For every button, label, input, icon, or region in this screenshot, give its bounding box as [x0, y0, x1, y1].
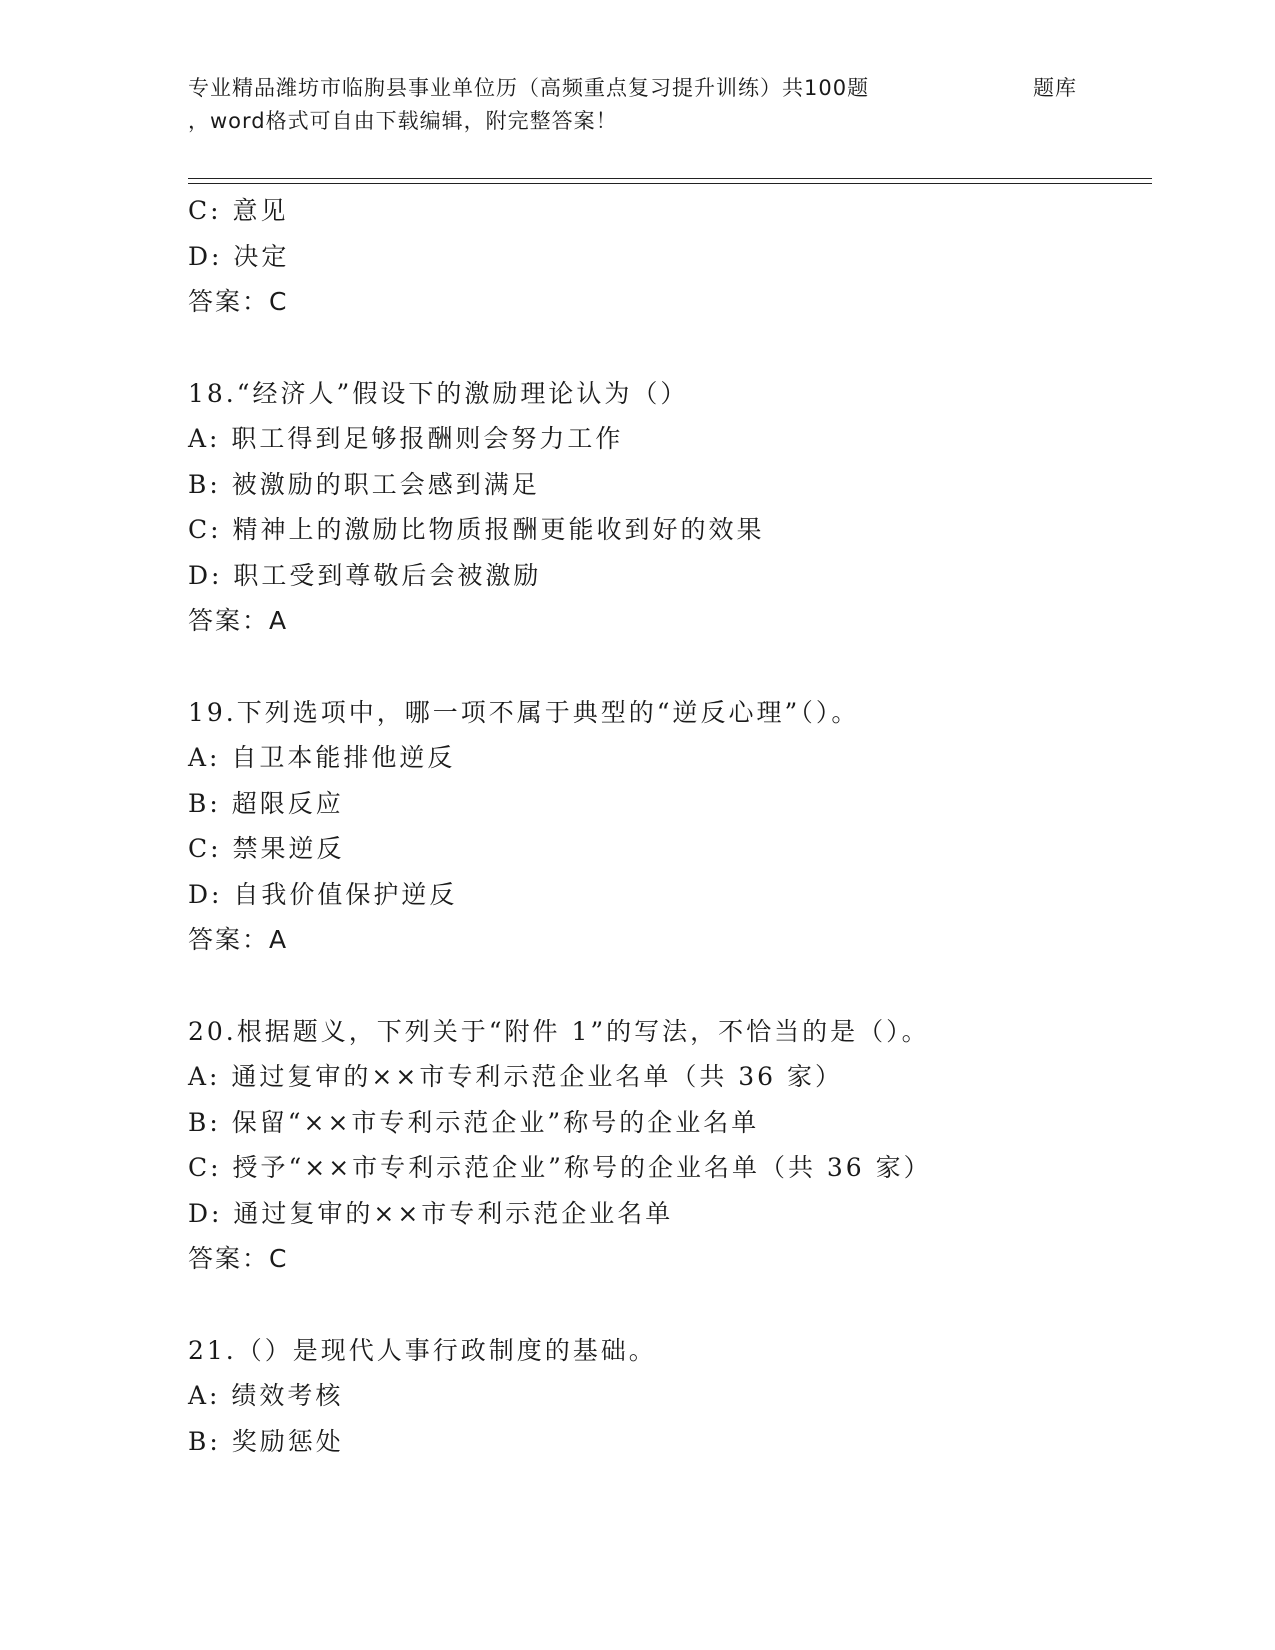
- answer: 答案：C: [188, 287, 289, 316]
- option-a: A: 通过复审的××市专利示范企业名单（共 36 家）: [188, 1062, 844, 1091]
- header-right-label: 题库: [1033, 76, 1077, 100]
- option-a: A: 绩效考核: [188, 1381, 344, 1410]
- option-d: D: 通过复审的××市专利示范企业名单: [188, 1198, 674, 1228]
- header-subtitle: ，word格式可自由下载编辑，附完整答案！: [188, 109, 618, 133]
- option-b: B: 超限反应: [188, 788, 344, 818]
- question-list: [188, 188, 1148, 1464]
- question-20: [188, 1009, 1148, 1282]
- answer: 答案：A: [188, 925, 289, 954]
- option-c: C: 精神上的激励比物质报酬更能收到好的效果: [188, 515, 765, 544]
- option-d: D: 决定: [188, 241, 290, 271]
- option-b: B: 保留“××市专利示范企业”称号的企业名单: [188, 1107, 760, 1137]
- spacer: [188, 325, 1148, 371]
- option-d: D: 职工受到尊敬后会被激励: [188, 560, 542, 590]
- option-a: A: 自卫本能排他逆反: [188, 743, 456, 772]
- spacer: [188, 963, 1148, 1009]
- option-c: C: 意见: [188, 196, 289, 225]
- question-18: [188, 371, 1148, 644]
- header-title: 专业精品潍坊市临朐县事业单位历（高频重点复习提升训练）共100题: [188, 76, 870, 100]
- option-b: B: 被激励的职工会感到满足: [188, 469, 540, 499]
- page-header: [188, 72, 1088, 138]
- header-divider-bottom: [188, 183, 1152, 184]
- question-19: [188, 690, 1148, 963]
- option-a: A: 职工得到足够报酬则会努力工作: [188, 424, 624, 453]
- header-title-line: [188, 72, 1088, 105]
- question-17-tail: [188, 188, 1148, 325]
- option-d: D: 自我价值保护逆反: [188, 879, 458, 909]
- header-divider-top: [188, 178, 1152, 179]
- option-c: C: 禁果逆反: [188, 834, 345, 863]
- question-stem: 19.下列选项中，哪一项不属于典型的“逆反心理”（）。: [188, 697, 860, 727]
- question-21: [188, 1328, 1148, 1465]
- answer: 答案：C: [188, 1244, 289, 1273]
- question-stem: 21.（）是现代人事行政制度的基础。: [188, 1335, 657, 1365]
- option-c: C: 授予“××市专利示范企业”称号的企业名单（共 36 家）: [188, 1153, 932, 1182]
- question-stem: 18.“经济人”假设下的激励理论认为（）: [188, 378, 689, 408]
- spacer: [188, 1282, 1148, 1328]
- question-stem: 20.根据题义，下列关于“附件 1”的写法，不恰当的是（）。: [188, 1016, 930, 1046]
- spacer: [188, 644, 1148, 690]
- option-b: B: 奖励惩处: [188, 1426, 344, 1456]
- answer: 答案：A: [188, 606, 289, 635]
